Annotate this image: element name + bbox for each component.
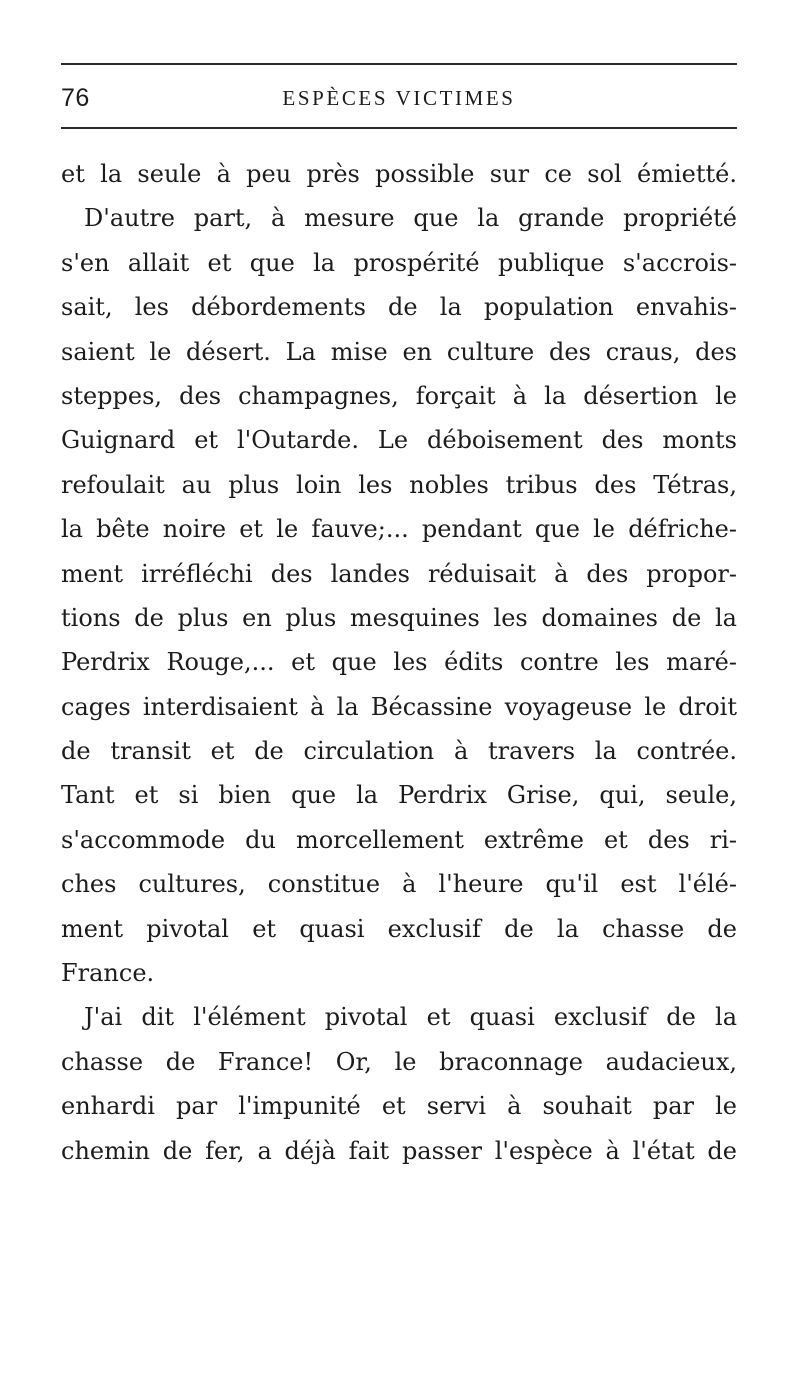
text-line: la bête noire et le fauve;... pendant que le défriche- [61, 515, 737, 544]
text-line: Tant et si bien que la Perdrix Grise, qui, seule, [61, 781, 737, 810]
body-text [61, 152, 737, 1173]
text-line: tions de plus en plus mesquines les domaines de la [61, 603, 737, 632]
text-line: s'accommode du morcellement extrême et des ri- [61, 825, 737, 854]
text-line: chasse de France! Or, le braconnage audacieux, [61, 1047, 737, 1076]
running-head [61, 84, 737, 116]
running-title: ESPÈCES VICTIMES [282, 86, 516, 110]
text-line: enhardi par l'impunité et servi à souhait par le [61, 1092, 737, 1121]
text-line: steppes, des champagnes, forçait à la désertion le [61, 381, 737, 410]
text-line: chemin de fer, a déjà fait passer l'espèce à l'état de [61, 1136, 737, 1165]
text-line: J'ai dit l'élément pivotal et quasi exclusif de la [84, 1003, 737, 1032]
text-line: Guignard et l'Outarde. Le déboisement des monts [61, 426, 737, 455]
text-line: s'en allait et que la prospérité publique s'accrois- [61, 248, 737, 277]
text-line: refoulait au plus loin les nobles tribus des Tétras, [61, 470, 737, 499]
text-line: saient le désert. La mise en culture des craus, des [61, 337, 737, 366]
text-line: France. [61, 959, 155, 988]
text-line: sait, les débordements de la population envahis- [61, 293, 737, 322]
text-line: de transit et de circulation à travers la contrée. [61, 737, 737, 766]
text-line: ment pivotal et quasi exclusif de la chasse de [61, 914, 737, 943]
text-line: cages interdisaient à la Bécassine voyageuse le droit [61, 692, 737, 721]
text-line: ment irréfléchi des landes réduisait à des propor- [61, 559, 737, 588]
header-rule-bottom [61, 127, 737, 129]
text-line: Perdrix Rouge,... et que les édits contre les maré- [61, 648, 737, 677]
text-line: et la seule à peu près possible sur ce sol émietté. [61, 160, 737, 188]
text-line: ches cultures, constitue à l'heure qu'il est l'élé- [61, 870, 737, 899]
header-rule-top [61, 63, 737, 65]
text-line: D'autre part, à mesure que la grande propriété [84, 204, 737, 233]
page-number: 76 [61, 84, 90, 112]
